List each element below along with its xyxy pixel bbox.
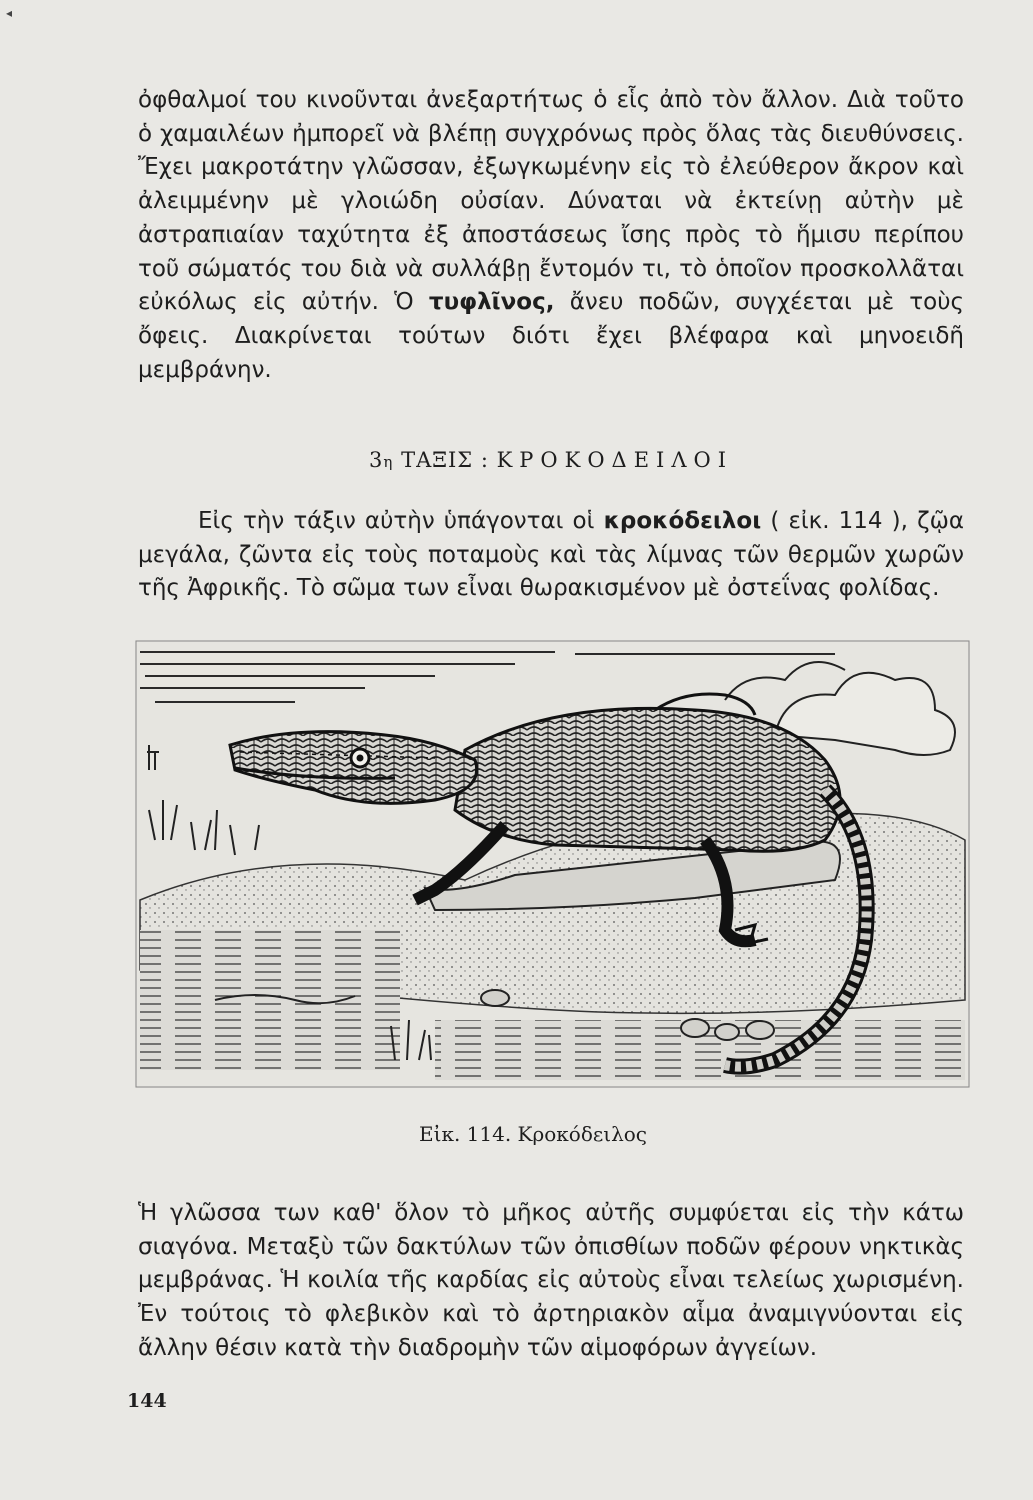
section-heading bbox=[369, 448, 733, 472]
term-crocodiles: κροκόδειλοι bbox=[603, 508, 762, 534]
heading-ordinal: η bbox=[383, 453, 394, 471]
paragraph-anatomy: Ἡ γλῶσσα των καθ' ὅλον τὸ μῆκος αὐτῆς συμφύεται εἰς τὴν κάτω σιαγόνα. Μεταξὺ τῶν δακτύλων τῶν ὀπισθίων ποδῶν φέρουν νηκτικὰς μεμβράνας. Ἡ κοιλία τῆς καρδίας εἰς αὐτοὺς εἶναι τελείως χωρισμένη. Ἐν τούτοις τὸ φλεβικὸν καὶ τὸ ἀρτηριακὸν αἷμα ἀναμιγνύονται εἰς ἄλλην θέσιν κατὰ τὴν διαδρομὴν τῶν αἱμοφόρων ἀγγείων. bbox=[138, 1200, 964, 1361]
heading-title: ΚΡΟΚΟΔΕΙΛΟΙ bbox=[496, 448, 734, 472]
paragraph-crocodiles bbox=[138, 505, 964, 606]
figure-caption: Εἰκ. 114. Κροκόδειλος bbox=[419, 1122, 647, 1146]
paragraph-chameleon bbox=[138, 84, 964, 387]
heading-word: ΤΑΞΙΣ : bbox=[401, 448, 489, 472]
paragraph-2-end: ( εἰκ. 114 ), ζῷα μεγάλα, ζῶντα εἰς τοὺς ποταμοὺς καὶ τὰς λίμνας τῶν θερμῶν χωρῶν τῆς Ἀφρικῆς. Τὸ σῶμα των εἶναι θωρακισμένον μὲ ὀστεΐνας φολίδας. bbox=[138, 508, 965, 602]
paragraph-2-start: Εἰς τὴν τάξιν αὐτὴν ὑπάγονται οἱ bbox=[198, 508, 595, 534]
corner-mark: ◂ bbox=[6, 6, 13, 20]
paragraph-1-end: ἄνευ ποδῶν, συγχέεται μὲ τοὺς ὄφεις. Διακρίνεται τούτων διότι ἔχει βλέφαρα καὶ μηνοειδῆ μεμβράνην. bbox=[138, 289, 965, 383]
term-typhlinos: τυφλῖνος, bbox=[428, 289, 555, 316]
crocodile-illustration bbox=[135, 640, 970, 1088]
heading-number: 3 bbox=[369, 448, 384, 472]
paragraph-1-text: ὀφθαλμοί του κινοῦνται ἀνεξαρτήτως ὁ εἷς ἀπὸ τὸν ἄλλον. Διὰ τοῦτο ὁ χαμαιλέων ἠμπορεῖ νὰ βλέπῃ συγχρόνως πρὸς ὅλας τὰς διευθύνσεις. Ἔχει μακροτάτην γλῶσσαν, ἐξωγκωμένην εἰς τὸ ἐλεύθερον ἄκρον καὶ ἀλειμμένην μὲ γλοιώδη οὐσίαν. Δύναται νὰ ἐκτείνῃ αὐτὴν μὲ ἀστραπιαίαν ταχύτητα ἐξ ἀποστάσεως ἴσης πρὸς τὸ ἥμισυ περίπου τοῦ σώματός του διὰ νὰ συλλάβῃ ἔντομόν τι, τὸ ὁποῖον προσκολλᾶται εὐκόλως εἰς αὐτήν. Ὁ bbox=[138, 87, 964, 316]
page-number: 144 bbox=[127, 1390, 167, 1412]
